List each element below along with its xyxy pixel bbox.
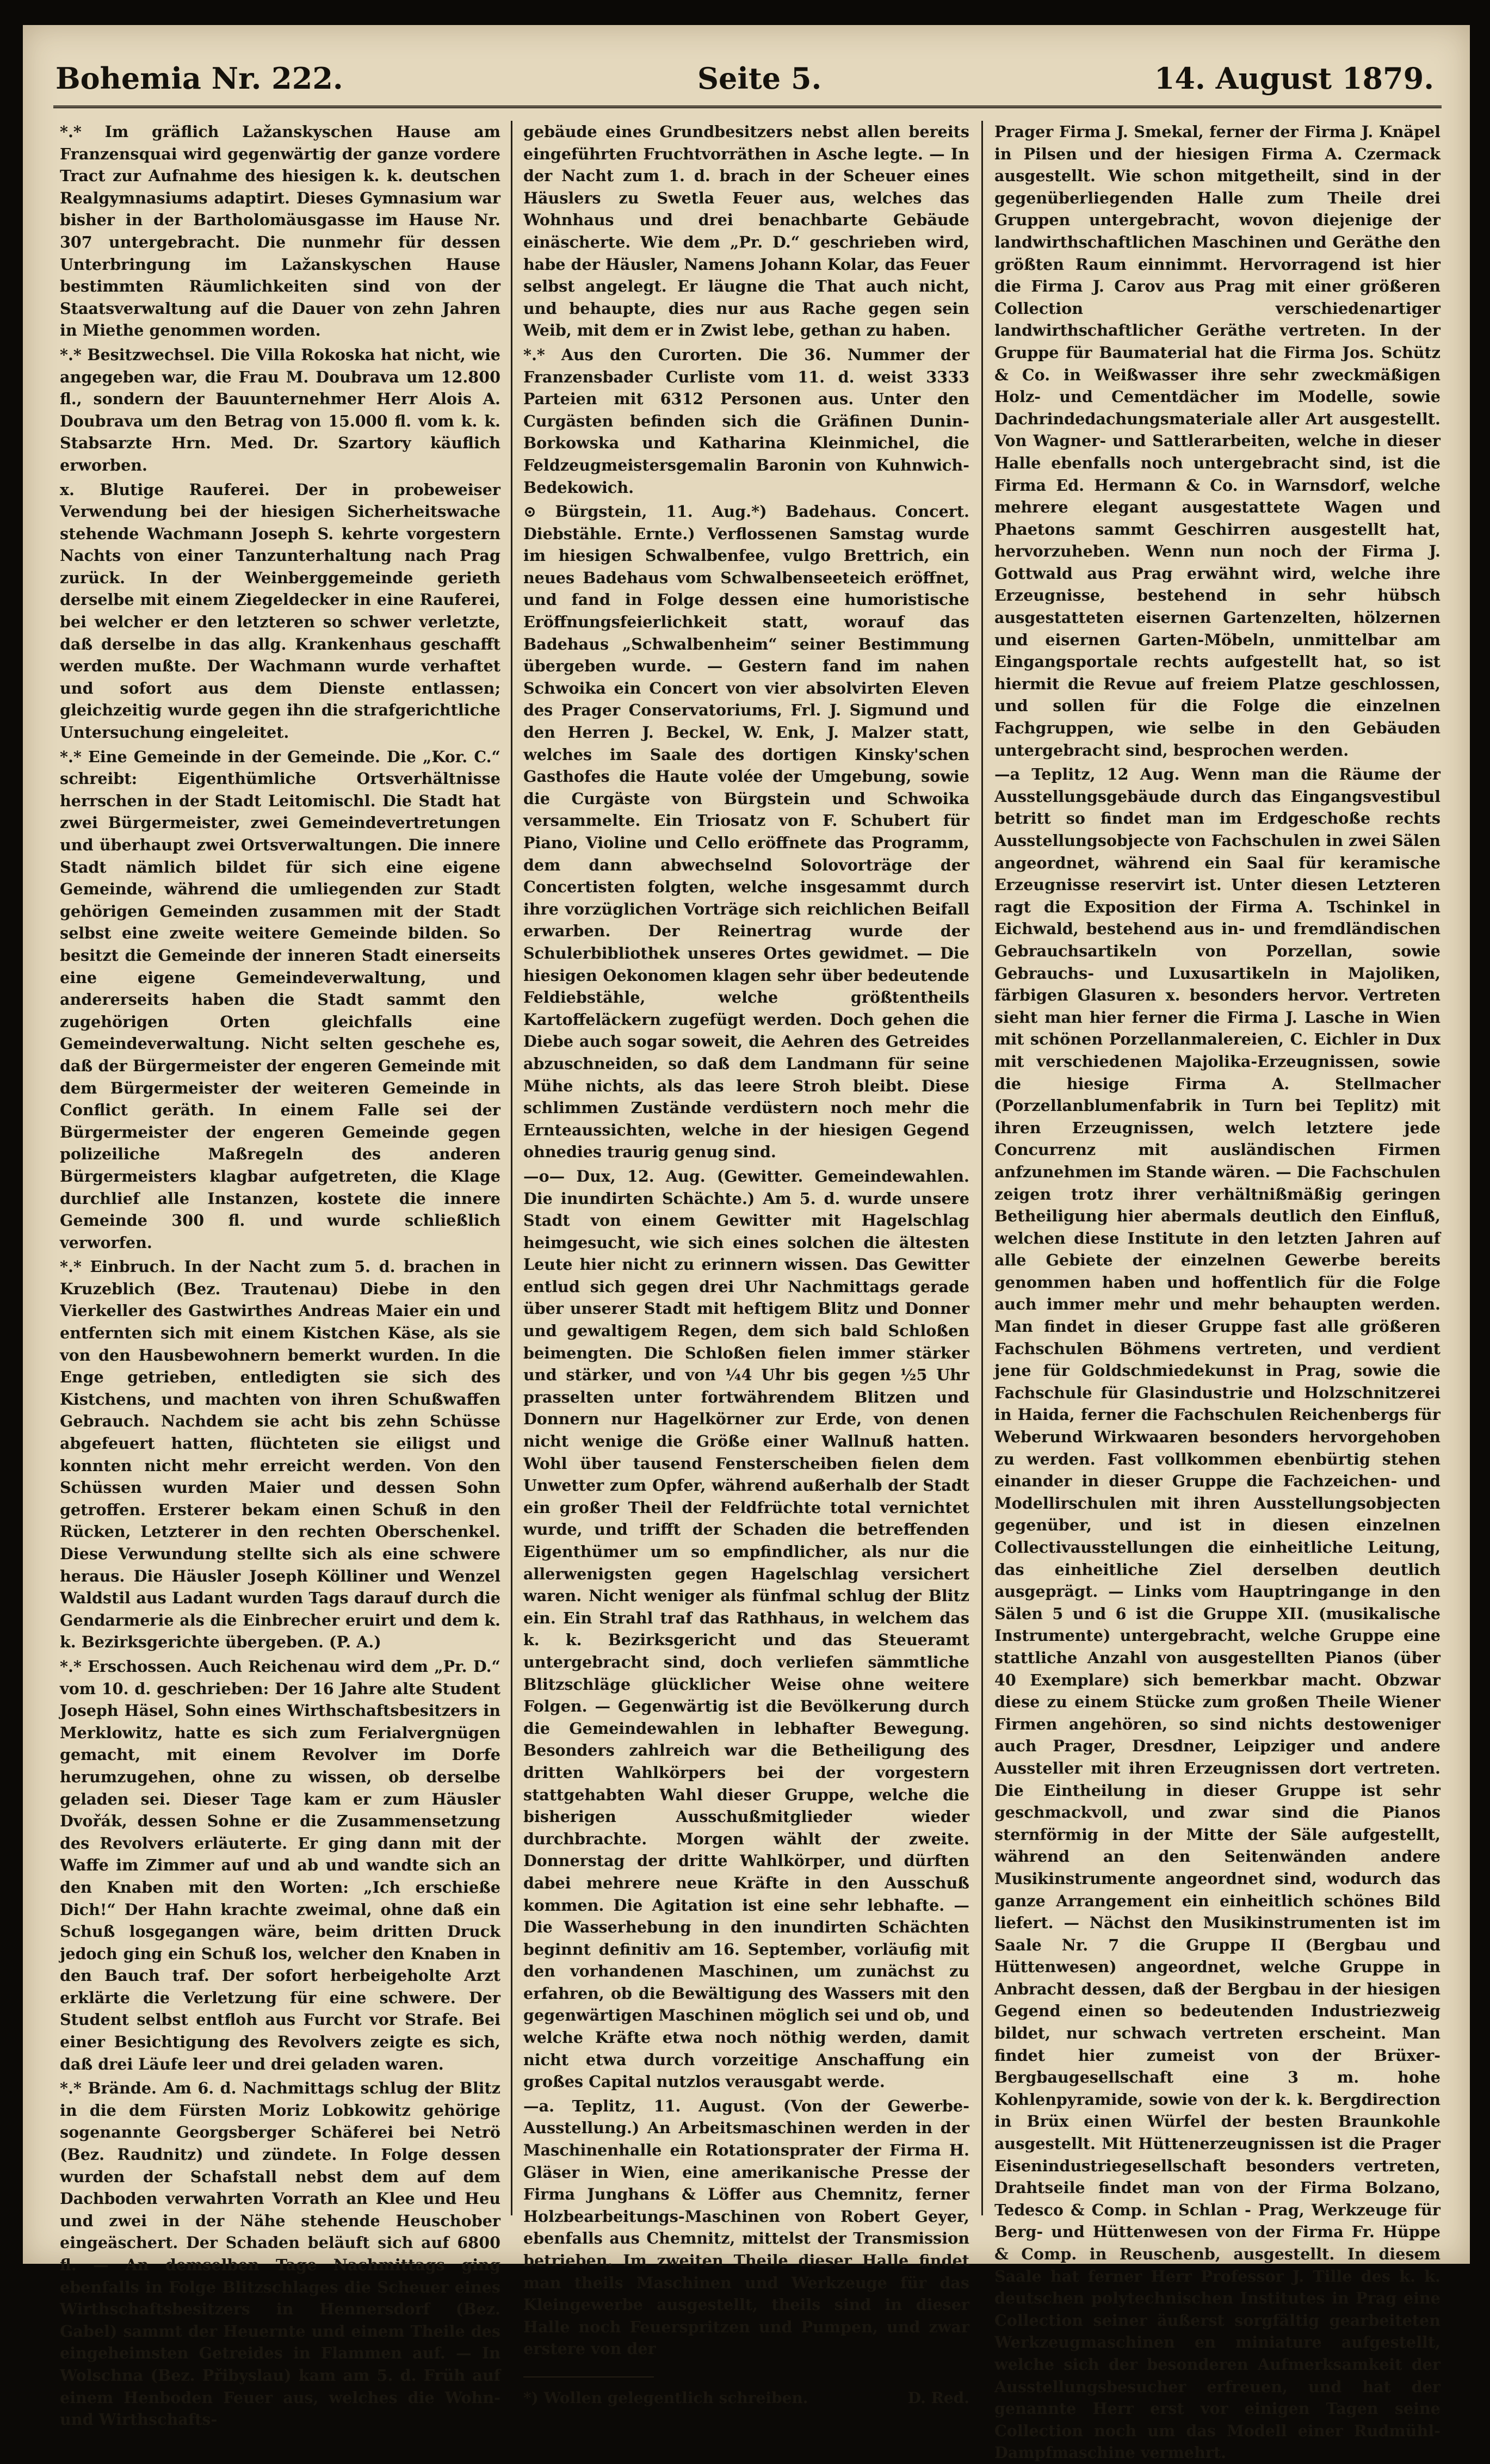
column-divider [981,121,983,2215]
column-divider [511,121,512,2215]
header-rule [53,106,1442,108]
newspaper-page [23,25,1470,2462]
article-paragraph: *.* Eine Gemeinde in der Gemeinde. Die „Kor. C.“ schreibt: Eigenthümliche Ortsverhältnisse herrschen in der Stadt Leitomischl. Die Stadt hat zwei Bürgermeister, zwei Gemeindevertretungen und überhaupt zwei Ortsverwaltungen. Die innere Stadt nämlich bildet für sich eine eigene Gemeinde, während die umliegenden zur Stadt gehörigen Gemeinden zusammen mit der Stadt selbst eine zweite weitere Gemeinde bilden. So besitzt die Gemeinde der inneren Stadt einerseits eine eigene Gemeindeverwaltung, und andererseits haben die Stadt sammt den zugehörigen Orten gleichfalls eine Gemeindeverwaltung. Nicht selten geschehe es, daß der Bürgermeister der engeren Gemeinde mit dem Bürgermeister der weiteren Gemeinde in Conflict geräth. In einem Falle sei der Bürgermeister der engeren Gemeinde gegen polizeiliche Maßregeln des anderen Bürgermeisters klagbar aufgetreten, die Klage durchlief alle Instanzen, kostete die innere Gemeinde 300 fl. und wurde schließlich verworfen. [60,747,500,1252]
article-paragraph: *.* Erschossen. Auch Reichenau wird dem „Pr. D.“ vom 10. d. geschrieben: Der 16 Jahre alte Student Joseph Häsel, Sohn eines Wirthschaftsbesitzers in Merklowitz, hatte es sich zum Ferialvergnügen gemacht, mit einem Revolver im Dorfe herumzugehen, ohne zu wissen, ob derselbe geladen sei. Dieser Tage kam er zum Häusler Dvořák, dessen Sohne er die Zusammensetzung des Revolvers erläuterte. Er ging dann mit der Waffe im Zimmer auf und ab und wandte sich an den Knaben mit den Worten: „Ich erschieße Dich!“ Der Hahn krachte zweimal, ohne daß ein Schuß losgegangen wäre, beim dritten Druck jedoch ging ein Schuß los, welcher den Knaben in den Bauch traf. Der sofort herbeigeholte Arzt erklärte die Verletzung für eine schwere. Der Student selbst entfloh aus Furcht vor Strafe. Bei einer Besichtigung des Revolvers zeigte es sich, daß drei Läufe leer und drei geladen waren. [60,1657,500,2073]
masthead-title: Bohemia Nr. 222. [55,61,343,96]
article-paragraph: x. Blutige Rauferei. Der in probeweiser Verwendung bei der hiesigen Sicherheitswache stehende Wachmann Joseph S. kehrte vorgestern Nachts von einer Tanzunterhaltung nach Prag zurück. In der Weinberggemeinde gerieth derselbe mit einem Ziegeldecker in eine Rauferei, bei welcher er den letzteren so schwer verletzte, daß derselbe in das allg. Krankenhaus geschafft werden mußte. Der Wachmann wurde verhaftet und sofort aus dem Dienste entlassen; gleichzeitig wurde gegen ihn die strafgerichtliche Untersuchung eingeleitet. [60,480,500,742]
article-paragraph: —a. Teplitz, 11. August. (Von der Gewerbe-Ausstellung.) An Arbeitsmaschinen werden in der Maschinenhalle ein Rotationsprater der Firma H. Gläser in Wien, eine amerikanische Presse der Firma Junghans & Löffer aus Chemnitz, ferner Holzbearbeitungs-Maschinen von Robert Geyer, ebenfalls aus Chemnitz, mittelst der Transmission betrieben. Im zweiten Theile dieser Halle findet man theils Maschinen und Werkzeuge für das Kleingewerbe ausgestellt, theils sind in dieser Halle noch Feuerspritzen und Pumpen, und zwar erstere von der [523,2096,969,2358]
page-number: Seite 5. [697,61,822,96]
article-paragraph: —a Teplitz, 12 Aug. Wenn man die Räume der Ausstellungsgebäude durch das Eingangsvestibul betritt so findet man im Erdgeschoße rechts Ausstellungsobjecte von Fachschulen in zwei Sälen angeordnet, während ein Saal für keramische Erzeugnisse reservirt ist. Unter diesen Letzteren ragt die Exposition der Firma A. Tschinkel in Eichwald, bestehend aus in- und fremdländischen Gebrauchsartikeln von Porzellan, sowie Gebrauchs- und Luxusartikeln in Majoliken, färbigen Glasuren x. besonders hervor. Vertreten sieht man hier ferner die Firma J. Lasche in Wien mit schönen Porzellanmalereien, C. Eichler in Dux mit verschiedenen Majolika-Erzeugnissen, sowie die hiesige Firma A. Stellmacher (Porzellanblumenfabrik in Turn bei Teplitz) mit ihren Erzeugnissen, welch letztere jede Concurrenz mit ausländischen Firmen anfzunehmen im Stande wären. — Die Fachschulen zeigen trotz ihrer verhältnißmäßig geringen Betheiligung hier abermals deutlich den Einfluß, welchen diese Institute in den letzten Jahren auf alle Gebiete der einzelnen Gewerbe bereits genommen haben und hoffentlich für die Folge auch immer mehr und mehr behaupten werden. Man findet in dieser Gruppe fast alle größeren Fachschulen Böhmens vertreten, und verdient jene für Goldschmiedekunst in Prag, sowie die Fachschule für Glasindustrie und Holzschnitzerei in Haida, ferner die Fachschulen Reichenbergs für Weberund Wirkwaaren besonders hervorgehoben zu werden. Fast vollkommen ebenbürtig stehen einander in dieser Gruppe die Fachzeichen- und Modellirschulen mit ihren Ausstellungsobjecten gegenüber, und ist in diesen einzelnen Collectivausstellungen die einheitliche Leitung, das einheitliche Ziel derselben deutlich ausgeprägt. — Links vom Hauptringange in den Sälen 5 und 6 ist die Gruppe XII. (musikalische Instrumente) untergebracht, welche Gruppe eine stattliche Anzahl von ausgestellten Pianos (über 40 Exemplare) sich bemerkbar macht. Obzwar diese zu einem Stücke zum großen Theile Wiener Firmen angehören, so sind nichts destoweniger auch Prager, Dresdner, Leipziger und andere Aussteller mit ihren Erzeugnissen dort vertreten. Die Eintheilung in dieser Gruppe ist sehr geschmackvoll, und zwar sind die Pianos sternförmig in der Mitte der Säle aufgestellt, während an den Seitenwänden andere Musikinstrumente angeordnet sind, wodurch das ganze Arrangement ein einheitlich schönes Bild liefert. — Nächst den Musikinstrumenten ist im Saale Nr. 7 die Gruppe II (Bergbau und Hüttenwesen) angeordnet, welche Gruppe in Anbracht dessen, daß der Bergbau in der hiesigen Gegend einen so bedeutenden Industriezweig bildet, nur schwach vertreten erscheint. Man findet hier zumeist von der Brüxer-Bergbaugesellschaft eine 3 m. hohe Kohlenpyramide, sowie von der k. k. Bergdirection in Brüx einen Würfel der besten Braunkohle ausgestellt. Mit Hüttenerzeugnissen ist die Prager Eisenindustriegesellschaft besonders vertreten, Drahtseile findet man von der Firma Bolzano, Tedesco & Comp. in Schlan - Prag, Werkzeuge für Berg- und Hüttenwesen von der Firma Fr. Hüppe & Comp. in Reuschenb, ausgestellt. In diesem Saale hat ferner Herr Professor J. Tille des k. k. deutschen polytechnischen Institutes in Prag eine Collection seiner äußerst sorgfältig gearbeiteten Werkzeugmaschinen en miniature aufgestellt, welche sich der besonderen Aufmerksamkeit der Ausstellungsbesucher erfreuen, und hat der genannte Herr erst vor einigen Tagen seine Collection noch um das Modell einer Rudmühl-Dampfmaschine vermehrt. [994,765,1440,2462]
article-paragraph: *.* Brände. Am 6. d. Nachmittags schlug der Blitz in die dem Fürsten Moriz Lobkowitz gehörige sogenannte Georgsberger Schäferei bei Netrö (Bez. Raudnitz) und zündete. In Folge dessen wurden der Schafstall nebst dem auf dem Dachboden verwahrten Vorrath an Klee und Heu und zwei in der Nähe stehende Heuschober eingeäschert. Der Schaden beläuft sich auf 6800 fl. — An demselben Tage Nachmittags ging ebenfalls in Folge Blitzschlages die Scheuer eines Wirthschaftsbesitzers in Hennersdorf (Bez. Gabel) sammt der Heuernte und einem Theile des eingeheimsten Getreides in Flammen auf. — In Wolschna (Bez. Přibyslau) kam am 5. d. Früh auf einem Henboden Feuer aus, welches die Wohn- und Wirthschafts- [60,2079,500,2429]
article-paragraph: *.* Im gräflich Lažanskyschen Hause am Franzensquai wird gegenwärtig der ganze vordere Tract zur Aufnahme des hiesigen k. k. deutschen Realgymnasiums adaptirt. Dieses Gymnasium war bisher in der Bartholomäusgasse im Hause Nr. 307 untergebracht. Die nunmehr für dessen Unterbringung im Lažanskyschen Hause bestimmten Räumlichkeiten sind von der Staatsverwaltung auf die Dauer von zehn Jahren in Miethe genommen worden. [60,122,500,340]
article-paragraph: *.* Besitzwechsel. Die Villa Rokoska hat nicht, wie angegeben war, die Frau M. Doubrava um 12.800 fl., sondern der Bauunternehmer Herr Alois A. Doubrava um den Betrag von 15.000 fl. vom k. k. Stabsarzte Hrn. Med. Dr. Szartory käuflich erworben. [60,345,500,474]
running-head [45,47,1450,96]
footnote-rule [523,2376,654,2383]
article-paragraph: *.* Einbruch. In der Nacht zum 5. d. brachen in Kruzeblich (Bez. Trautenau) Diebe in den Vierkeller des Gastwirthes Andreas Maier ein und entfernten sich mit einem Kistchen Käse, als sie von den Hausbewohnern bemerkt wurden. In die Enge getrieben, entledigten sie sich des Kistchens, und machten von ihren Schußwaffen Gebrauch. Nachdem sie acht bis zehn Schüsse abgefeuert hatten, flüchteten sie eiligst und konnten nicht mehr erreicht werden. Von den Schüssen wurden Maier und dessen Sohn getroffen. Ersterer bekam einen Schuß in den Rücken, Letzterer in den rechten Oberschenkel. Diese Verwundung stellte sich als eine schwere heraus. Die Häusler Joseph Kölliner und Wenzel Waldstil aus Ladant wurden Tags darauf durch die Gendarmerie als die Einbrecher eruirt und dem k. k. Bezirksgerichte übergeben. (P. A.) [60,1257,500,1652]
footnote-text: *) Wollen gelegentlich schreiben. [523,2388,808,2407]
footnote [523,2387,969,2410]
column-1 [60,121,500,2429]
issue-date: 14. August 1879. [1154,61,1434,96]
article-paragraph: Prager Firma J. Smekal, ferner der Firma J. Knäpel in Pilsen und der hiesigen Firma A. Czermack ausgestellt. Wie schon mitgetheilt, sind in der gegenüberliegenden Halle zum Theile drei Gruppen untergebracht, wovon diejenige der landwirthschaftlichen Maschinen und Geräthe den größten Raum einnimmt. Hervorragend ist hier die Firma J. Carov aus Prag mit einer größeren Collection verschiedenartiger landwirthschaftlicher Geräthe vertreten. In der Gruppe für Baumaterial hat die Firma Jos. Schütz & Co. in Weißwasser ihre sehr zweckmäßigen Holz- und Cementdächer im Modelle, sowie Dachrindedachungsmateriale aller Art ausgestellt. Von Wagner- und Sattlerarbeiten, welche in dieser Halle ebenfalls noch untergebracht sind, ist die Firma Ed. Hermann & Co. in Warnsdorf, welche mehrere elegant ausgestattete Wagen und Phaetons sammt Geschirren ausgestellt hat, hervorzuheben. Wenn nun noch der Firma J. Gottwald aus Prag erwähnt wird, welche ihre Erzeugnisse, bestehend in sehr hübsch ausgestatteten eisernen Gartenzelten, hölzernen und eisernen Garten-Möbeln, unmittelbar am Eingangsportale rechts aufgestellt hat, so ist hiermit die Revue auf freiem Platze geschlossen, und sollen für die Folge die einzelnen Fachgruppen, wie selbe in den Gebäuden untergebracht sind, besprochen werden. [994,122,1440,759]
article-paragraph: *.* Aus den Curorten. Die 36. Nummer der Franzensbader Curliste vom 11. d. weist 3333 Parteien mit 6312 Personen aus. Unter den Curgästen befinden sich die Gräfinen Dunin-Borkowska und Katharina Kleinmichel, die Feldzeugmeistersgemalin Baronin von Kuhnwich-Bedekowich. [523,345,969,497]
article-paragraph: ⊙ Bürgstein, 11. Aug.*) Badehaus. Concert. Diebstähle. Ernte.) Verflossenen Samstag wurde im hiesigen Schwalbenfee, vulgo Brettrich, ein neues Badehaus vom Schwalbenseeteich eröffnet, und fand in Folge dessen eine humoristische Eröffnungsfeierlichkeit statt, worauf das Badehaus „Schwalbenheim“ seiner Bestimmung übergeben wurde. — Gestern fand im nahen Schwoika ein Concert von vier absolvirten Eleven des Prager Conservatoriums, Frl. J. Sigmund und den Herren J. Beckel, W. Enk, J. Malzer statt, welches im Saale des dortigen Kinsky'schen Gasthofes die Haute volée der Umgebung, sowie die Curgäste von Bürgstein und Schwoika versammelte. Ein Triosatz von F. Schubert für Piano, Violine und Cello eröffnete das Programm, dem dann abwechselnd Solovorträge der Concertisten folgten, welche insgesammt durch ihre vorzüglichen Vorträge sich reichlichen Beifall erwarben. Der Reinertrag wurde der Schulerbibliothek unseres Ortes gewidmet. — Die hiesigen Oekonomen klagen sehr über bedeutende Feldiebstähle, welche größtentheils Kartoffeläckern zugefügt werden. Doch gehen die Diebe auch sogar soweit, die Aehren des Getreides abzuschneiden, so daß dem Landmann für seine Mühe nichts, als das leere Stroh bleibt. Diese schlimmen Zustände verdüstern noch mehr die Ernteaussichten, welche in der hiesigen Gegend ohnedies traurig genug sind. [523,502,969,1162]
editorial-sign: D. Red. [907,2388,969,2407]
article-paragraph: —o— Dux, 12. Aug. (Gewitter. Gemeindewahlen. Die inundirten Schächte.) Am 5. d. wurde unsere Stadt von einem Gewitter mit Hagelschlag heimgesucht, wie sich eines solchen die ältesten Leute hier nicht zu erinnern wissen. Das Gewitter entlud sich gegen drei Uhr Nachmittags gerade über unserer Stadt mit heftigem Blitz und Donner und gewaltigem Regen, dem sich bald Schloßen beimengten. Die Schloßen fielen immer stärker und stärker, und von ¼4 Uhr bis gegen ½5 Uhr prasselten unter fortwährendem Blitzen und Donnern nur Hagelkörner zur Erde, von denen nicht wenige die Größe einer Wallnuß hatten. Wohl über tausend Fensterscheiben fielen dem Unwetter zum Opfer, während außerhalb der Stadt ein großer Theil der Feldfrüchte total vernichtet wurde, und trifft der Schaden die betreffenden Eigenthümer um so empfindlicher, als nur die allerwenigsten gegen Hagelschlag versichert waren. Nicht weniger als fünfmal schlug der Blitz ein. Ein Strahl traf das Rathhaus, in welchem das k. k. Bezirksgericht und das Steueramt untergebracht sind, doch verliefen sämmtliche Blitzschläge glücklicher Weise ohne weitere Folgen. — Gegenwärtig ist die Bevölkerung durch die Gemeindewahlen in lebhafter Bewegung. Besonders zahlreich war die Betheiligung des dritten Wahlkörpers bei der vorgestern stattgehabten Wahl dieser Gruppe, welche die bisherigen Ausschußmitglieder wieder durchbrachte. Morgen wählt der zweite. Donnerstag der dritte Wahlkörper, und dürften dabei mehrere neue Kräfte in den Ausschuß kommen. Die Agitation ist eine sehr lebhafte. — Die Wasserhebung in den inundirten Schächten beginnt definitiv am 16. September, vorläufig mit den vorhandenen Maschinen, um zunächst zu erfahren, ob die Bewältigung des Wassers mit den gegenwärtigen Maschinen möglich sei und ob, und welche Kräfte etwa noch nöthig werden, damit nicht etwa durch vorzeitige Anschaffung ein großes Capital nutzlos verausgabt werde. [523,1166,969,2091]
column-3 [994,121,1440,2462]
article-paragraph: gebäude eines Grundbesitzers nebst allen bereits eingeführten Fruchtvorräthen in Asche legte. — In der Nacht zum 1. d. brach in der Scheuer eines Häuslers zu Swetla Feuer aus, welches das Wohnhaus und drei benachbarte Gebäude einäscherte. Wie dem „Pr. D.“ geschrieben wird, habe der Häusler, Namens Johann Kolar, das Feuer selbst angelegt. Er läugne die That auch nicht, und behaupte, dies nur aus Rache gegen sein Weib, mit dem er in Zwist lebe, gethan zu haben. [523,122,969,340]
column-2 [523,121,969,2407]
